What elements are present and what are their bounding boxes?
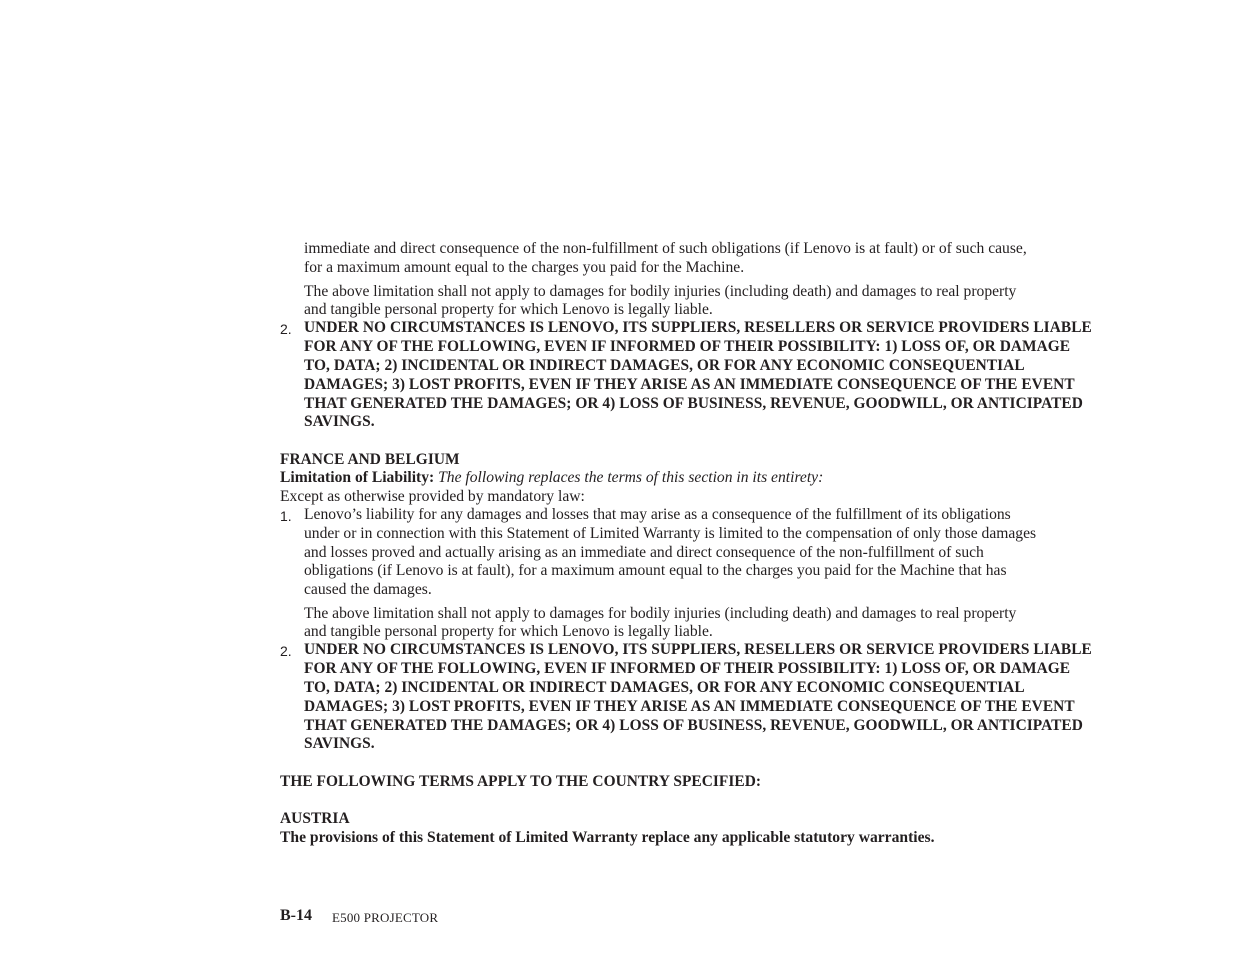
page-number: B-14 (280, 907, 312, 924)
limitation-line-1: The above limitation shall not apply to damages for bodily injuries (including death) and damages to real property (304, 282, 1017, 300)
list-item-line: SAVINGS. (304, 734, 375, 752)
limitation-line-2: and tangible personal property for which Lenovo is legally liable. (304, 622, 713, 640)
liability-label: Limitation of Liability: (280, 468, 435, 486)
section-heading-france-belgium: FRANCE AND BELGIUM (280, 450, 460, 468)
liability-text: The following replaces the terms of this section in its entirety: (438, 468, 824, 486)
list-item-line: UNDER NO CIRCUMSTANCES IS LENOVO, ITS SUPPLIERS, RESELLERS OR SERVICE PROVIDERS LIABLE (304, 641, 1092, 658)
list-item-line: TO, DATA; 2) INCIDENTAL OR INDIRECT DAMAGES, OR FOR ANY ECONOMIC CONSEQUENTIAL (304, 678, 1025, 696)
list-item-line: FOR ANY OF THE FOLLOWING, EVEN IF INFORMED OF THEIR POSSIBILITY: 1) LOSS OF, OR DAMAGE (304, 338, 1071, 355)
list-item-line: TO, DATA; 2) INCIDENTAL OR INDIRECT DAMAGES, OR FOR ANY ECONOMIC CONSEQUENTIAL (304, 356, 1025, 374)
list-item-line: DAMAGES; 3) LOST PROFITS, EVEN IF THEY ARISE AS AN IMMEDIATE CONSEQUENCE OF THE EVENT (304, 697, 1075, 715)
list-item-line: THAT GENERATED THE DAMAGES; OR 4) LOSS OF BUSINESS, REVENUE, GOODWILL, OR ANTICIPATED (304, 394, 1083, 412)
liability-line (280, 469, 823, 488)
except-line: Except as otherwise provided by mandatory law: (280, 487, 585, 505)
country-terms-heading: THE FOLLOWING TERMS APPLY TO THE COUNTRY SPECIFIED: (280, 772, 762, 790)
list-number: 2. (280, 320, 292, 337)
list-number: 2. (280, 642, 292, 659)
list-number: 1. (280, 507, 292, 524)
list-item-line: under or in connection with this Statement of Limited Warranty is limited to the compensation of only those damages (304, 524, 1037, 542)
list-item-line: and losses proved and actually arising as an immediate and direct consequence of the non-fulfillment of such (304, 543, 984, 561)
section-heading-austria: AUSTRIA (280, 809, 350, 827)
list-item-line: UNDER NO CIRCUMSTANCES IS LENOVO, ITS SUPPLIERS, RESELLERS OR SERVICE PROVIDERS LIABLE (304, 319, 1092, 336)
limitation-line-1: The above limitation shall not apply to damages for bodily injuries (including death) and damages to real property (304, 604, 1017, 622)
continuation-line-1: immediate and direct consequence of the non-fulfillment of such obligations (if Lenovo is at fault) or of such cause, (304, 240, 1027, 257)
list-item-line: SAVINGS. (304, 412, 375, 430)
list-item-line: Lenovo’s liability for any damages and losses that may arise as a consequence of the fulfillment of its obligations (304, 506, 1011, 523)
list-item-line: DAMAGES; 3) LOST PROFITS, EVEN IF THEY ARISE AS AN IMMEDIATE CONSEQUENCE OF THE EVENT (304, 375, 1075, 393)
footer-title: E500 PROJECTOR (332, 910, 439, 925)
list-item-line: caused the damages. (304, 580, 432, 598)
austria-text: The provisions of this Statement of Limited Warranty replace any applicable statutory warranties. (280, 828, 935, 846)
list-item-line: FOR ANY OF THE FOLLOWING, EVEN IF INFORMED OF THEIR POSSIBILITY: 1) LOSS OF, OR DAMAGE (304, 660, 1071, 677)
continuation-line-2: for a maximum amount equal to the charges you paid for the Machine. (304, 258, 745, 276)
limitation-line-2: and tangible personal property for which Lenovo is legally liable. (304, 300, 713, 318)
list-item-line: obligations (if Lenovo is at fault), for a maximum amount equal to the charges you paid for the Machine that has (304, 562, 1007, 579)
list-item-line: THAT GENERATED THE DAMAGES; OR 4) LOSS OF BUSINESS, REVENUE, GOODWILL, OR ANTICIPATED (304, 716, 1083, 734)
